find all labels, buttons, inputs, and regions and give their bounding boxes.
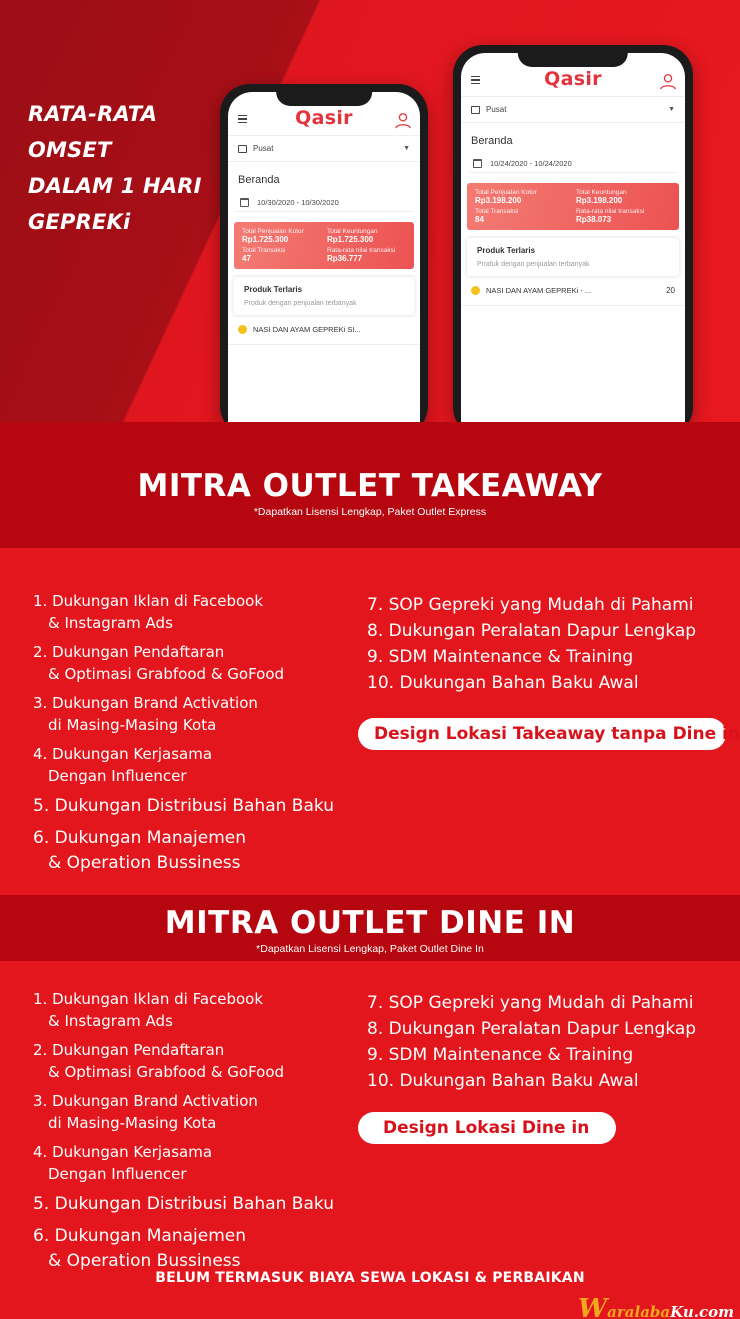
hero-headline: [28, 96, 228, 240]
list-item[interactable]: [228, 315, 420, 345]
stat-value: Rp38.073: [576, 215, 612, 224]
chevron-down-icon: ▼: [668, 106, 675, 113]
bestseller-subtitle: Produk dengan penjualan terbanyak: [244, 300, 357, 307]
list-item: [33, 1192, 363, 1217]
benefit-line: & Operation Bussiness: [48, 1251, 241, 1271]
headline-line: RATA-RATA: [28, 102, 158, 126]
takeaway-benefits-left: [33, 590, 363, 883]
benefit-line: 5. Dukungan Distribusi Bahan Baku: [33, 1194, 334, 1214]
phone-mockup-left: [220, 84, 428, 422]
store-icon: [471, 106, 480, 114]
dinein-benefits-right: [367, 990, 737, 1094]
date-range-value: 10/30/2020 - 10/30/2020: [257, 198, 339, 207]
stat-label: Total Penjualan Kotor: [242, 228, 304, 235]
headline-line: DALAM 1 HARI: [28, 174, 202, 198]
list-item: [33, 1039, 363, 1083]
stat-label: Total Keuntungan: [327, 228, 378, 235]
takeaway-title: MITRA OUTLET TAKEAWAY: [137, 468, 603, 504]
list-item: [33, 1224, 363, 1274]
list-item: 7. SOP Gepreki yang Mudah di Pahami: [367, 993, 694, 1013]
dinein-header: [0, 895, 740, 961]
hero-banner: [0, 0, 740, 422]
store-icon: [238, 145, 247, 153]
stat-value: Rp3.198.200: [475, 196, 522, 205]
stat-label: Total Keuntungan: [576, 189, 627, 196]
phone-mockup-right: [453, 45, 693, 422]
phone-notch: [518, 45, 628, 67]
list-item: [33, 692, 363, 736]
bestseller-title: Produk Terlaris: [477, 246, 536, 255]
calendar-icon: [473, 159, 482, 168]
stat-label: Rata-rata nilai transaksi: [327, 247, 396, 254]
list-item: 7. SOP Gepreki yang Mudah di Pahami: [367, 595, 694, 615]
takeaway-location-badge: Design Lokasi Takeaway tanpa Dine in: [358, 718, 726, 750]
app-logo: Qasir: [295, 107, 353, 129]
watermark-part: Ku.com: [670, 1303, 734, 1319]
section-title: Beranda: [471, 135, 513, 147]
stat-value: Rp36.777: [327, 254, 363, 263]
benefit-line: & Optimasi Grabfood & GoFood: [48, 665, 285, 683]
benefit-line: 4. Dukungan Kerjasama: [33, 745, 213, 763]
benefit-line: & Operation Bussiness: [48, 853, 241, 873]
sales-summary-card: [467, 183, 679, 230]
benefit-line: Dengan Influencer: [48, 767, 187, 785]
stat-value: Rp3.198.200: [576, 196, 623, 205]
benefit-line: Dengan Influencer: [48, 1165, 187, 1183]
takeaway-header: [0, 422, 740, 548]
dinein-title: MITRA OUTLET DINE IN: [164, 905, 576, 941]
phone-screen: [228, 92, 420, 422]
menu-icon[interactable]: [238, 113, 247, 126]
date-range-picker[interactable]: [469, 155, 677, 173]
list-item: [33, 1090, 363, 1134]
outlet-selector[interactable]: [461, 97, 685, 123]
calendar-icon: [240, 198, 249, 207]
product-rank-icon: [238, 325, 247, 334]
benefit-line: 2. Dukungan Pendaftaran: [33, 643, 225, 661]
benefit-line: 3. Dukungan Brand Activation: [33, 1092, 258, 1110]
benefit-line: di Masing-Masing Kota: [48, 716, 217, 734]
watermark-part: aralaba: [607, 1303, 671, 1319]
app-logo: Qasir: [544, 68, 602, 90]
user-icon[interactable]: [394, 111, 412, 129]
list-item: 10. Dukungan Bahan Baku Awal: [367, 1071, 639, 1091]
phone-screen: [461, 53, 685, 422]
list-item: [33, 590, 363, 634]
benefit-line: 1. Dukungan Iklan di Facebook: [33, 592, 264, 610]
benefit-line: 3. Dukungan Brand Activation: [33, 694, 258, 712]
chevron-down-icon: ▼: [403, 145, 410, 152]
menu-icon[interactable]: [471, 74, 480, 87]
date-range-picker[interactable]: [236, 194, 412, 212]
benefit-line: & Instagram Ads: [48, 1012, 173, 1030]
product-qty: 20: [666, 286, 675, 295]
product-name: NASI DAN AYAM GEPREKi - ...: [486, 286, 592, 295]
product-name: NASI DAN AYAM GEPREKi SI...: [253, 325, 361, 334]
stat-value: Rp1.725.300: [327, 235, 374, 244]
list-item: [33, 641, 363, 685]
benefit-line: 1. Dukungan Iklan di Facebook: [33, 990, 264, 1008]
list-item: 9. SDM Maintenance & Training: [367, 647, 634, 667]
takeaway-benefits-right: [367, 592, 737, 696]
stat-label: Rata-rata nilai transaksi: [576, 208, 645, 215]
list-item: [33, 988, 363, 1032]
takeaway-subtitle: *Dapatkan Lisensi Lengkap, Paket Outlet Express: [253, 506, 487, 518]
benefit-line: 4. Dukungan Kerjasama: [33, 1143, 213, 1161]
dinein-benefits-left: [33, 988, 363, 1281]
stat-value: Rp1.725.300: [242, 235, 289, 244]
outlet-selector[interactable]: [228, 136, 420, 162]
watermark-logo: [578, 1294, 734, 1319]
list-item: [33, 743, 363, 787]
bestseller-subtitle: Produk dengan penjualan terbanyak: [477, 261, 590, 268]
stat-value: 47: [242, 254, 251, 263]
product-rank-icon: [471, 286, 480, 295]
stat-label: Total Transaksi: [475, 208, 519, 215]
bestseller-card: [467, 238, 679, 276]
list-item: [33, 1141, 363, 1185]
benefit-line: di Masing-Masing Kota: [48, 1114, 217, 1132]
date-range-value: 10/24/2020 - 10/24/2020: [490, 159, 572, 168]
list-item: 8. Dukungan Peralatan Dapur Lengkap: [367, 621, 697, 641]
benefit-line: 6. Dukungan Manajemen: [33, 828, 246, 848]
stat-value: 84: [475, 215, 484, 224]
list-item: 8. Dukungan Peralatan Dapur Lengkap: [367, 1019, 697, 1039]
footer-note: BELUM TERMASUK BIAYA SEWA LOKASI & PERBAIKAN: [155, 1270, 585, 1286]
list-item: [33, 794, 363, 819]
headline-line: OMSET: [28, 138, 112, 162]
benefit-line: & Instagram Ads: [48, 614, 173, 632]
benefit-line: 5. Dukungan Distribusi Bahan Baku: [33, 796, 334, 816]
list-item: 9. SDM Maintenance & Training: [367, 1045, 634, 1065]
section-title: Beranda: [238, 174, 280, 186]
dinein-location-badge: Design Lokasi Dine in: [358, 1112, 616, 1144]
bestseller-title: Produk Terlaris: [244, 285, 303, 294]
list-item[interactable]: [461, 276, 685, 306]
benefit-line: 6. Dukungan Manajemen: [33, 1226, 246, 1246]
benefit-line: 2. Dukungan Pendaftaran: [33, 1041, 225, 1059]
list-item: 10. Dukungan Bahan Baku Awal: [367, 673, 639, 693]
sales-summary-card: [234, 222, 414, 269]
benefit-line: & Optimasi Grabfood & GoFood: [48, 1063, 285, 1081]
outlet-name: Pusat: [486, 105, 507, 114]
dinein-subtitle: *Dapatkan Lisensi Lengkap, Paket Outlet Dine In: [256, 943, 484, 955]
bestseller-card: [234, 277, 414, 315]
list-item: [33, 826, 363, 876]
phone-notch: [276, 84, 372, 106]
stat-label: Total Transaksi: [242, 247, 286, 254]
outlet-name: Pusat: [253, 144, 274, 153]
stat-label: Total Penjualan Kotor: [475, 189, 537, 196]
watermark-part: W: [577, 1294, 608, 1319]
user-icon[interactable]: [659, 72, 677, 90]
headline-line: GEPREKi: [28, 210, 131, 234]
